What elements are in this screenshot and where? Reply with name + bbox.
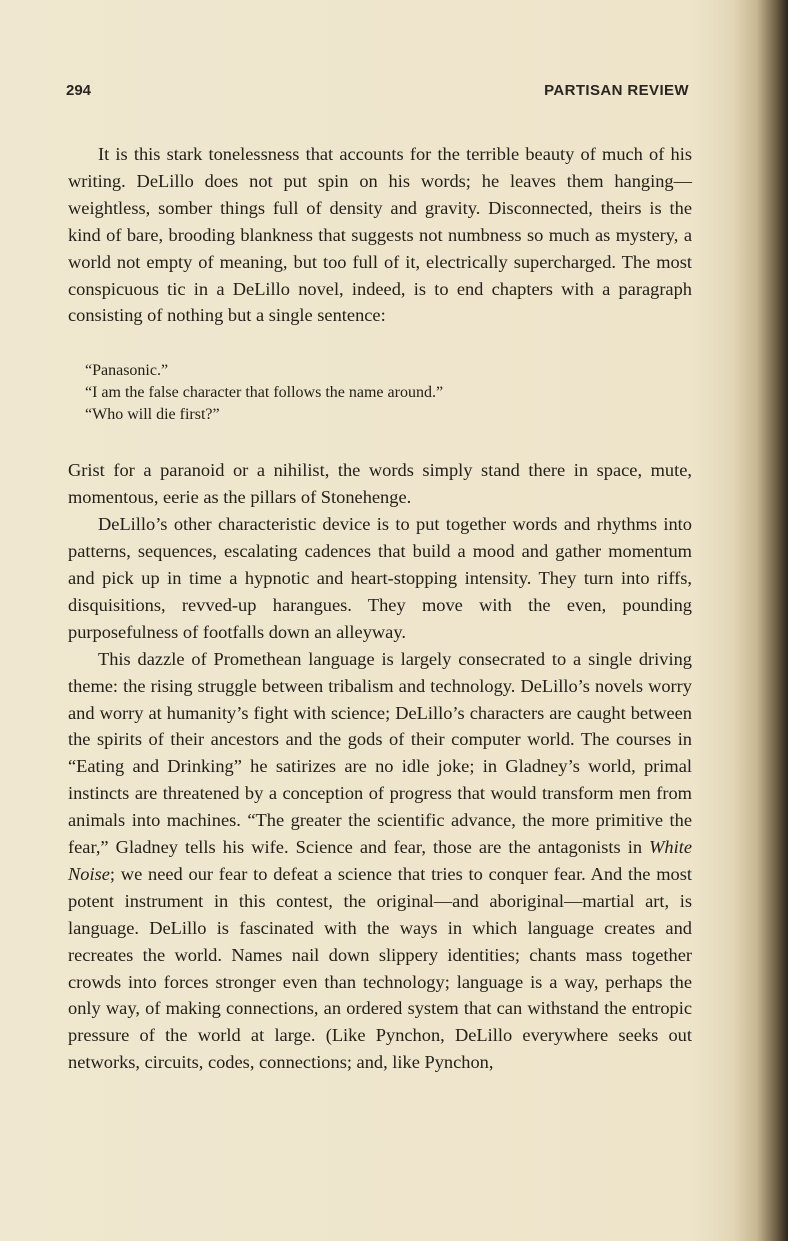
body-text	[68, 141, 692, 1076]
paragraph-promethean-language	[68, 646, 692, 1077]
paragraph-tonelessness: It is this stark tonelessness that accounts for the terrible beauty of much of his writing. DeLillo does not put spin on his words; he leaves them hanging—weightless, somber things full of density and gravity. Disconnected, theirs is the kind of bare, brooding blankness that suggests not numbness so much as mystery, a world not empty of meaning, but too full of it, electrically supercharged. The most conspicuous tic in a DeLillo novel, indeed, is to end chapters with a paragraph consisting of nothing but a single sentence:	[68, 144, 692, 326]
running-head	[66, 82, 689, 102]
quotation-block	[85, 360, 692, 426]
journal-title: PARTISAN REVIEW	[544, 82, 689, 99]
paragraph-characteristic-device: DeLillo’s other characteristic device is to put together words and rhythms into patterns, sequences, escalating cadences that build a mood and gather momentum and pick up in time a hypnotic and heart-stopping intensity. They turn into riffs, disquisitions, revved-up harangues. They move with the even, pounding purposefulness of footfalls down an alleyway.	[68, 514, 692, 642]
paragraph-text: ; we need our fear to defeat a science that tries to conquer fear. And the most potent instrument in this contest, the original—and aboriginal—martial art, is language. DeLillo is fascinated with the ways in which language creates and recreates the world. Names nail down slippery identities; chants mass together crowds into forces stronger even than technology; language is a way, perhaps the only way, of making connections, an ordered system that can withstand the entropic pressure of the world at large. (Like Pynchon, DeLillo everywhere seeks out networks, circuits, codes, connections; and, like Pynchon,	[68, 863, 692, 1073]
quotation-line: “Who will die first?”	[85, 406, 220, 424]
book-title: White Noise	[68, 837, 692, 884]
page-number: 294	[66, 82, 92, 99]
quotation-line: “Panasonic.”	[85, 362, 169, 380]
paragraph-text: This dazzle of Promethean language is largely consecrated to a single driving theme: the rising struggle between tribalism and technology. DeLillo’s novels worry and worry at humanity’s fight with science; DeLillo’s characters are caught between the spirits of their ancestors and the gods of their computer world. The courses in “Eating and Drinking” he satirizes are no idle joke; in Gladney’s world, primal instincts are threatened by a conception of progress that would transform men from animals into machines. “The greater the scientific advance, the more primitive the fear,” Gladney tells his wife. Science and fear, those are the antagonists in	[68, 648, 692, 858]
paragraph-grist: Grist for a paranoid or a nihilist, the words simply stand there in space, mute, momentous, eerie as the pillars of Stonehenge.	[68, 460, 692, 508]
quotation-line: “I am the false character that follows the name around.”	[85, 384, 444, 402]
